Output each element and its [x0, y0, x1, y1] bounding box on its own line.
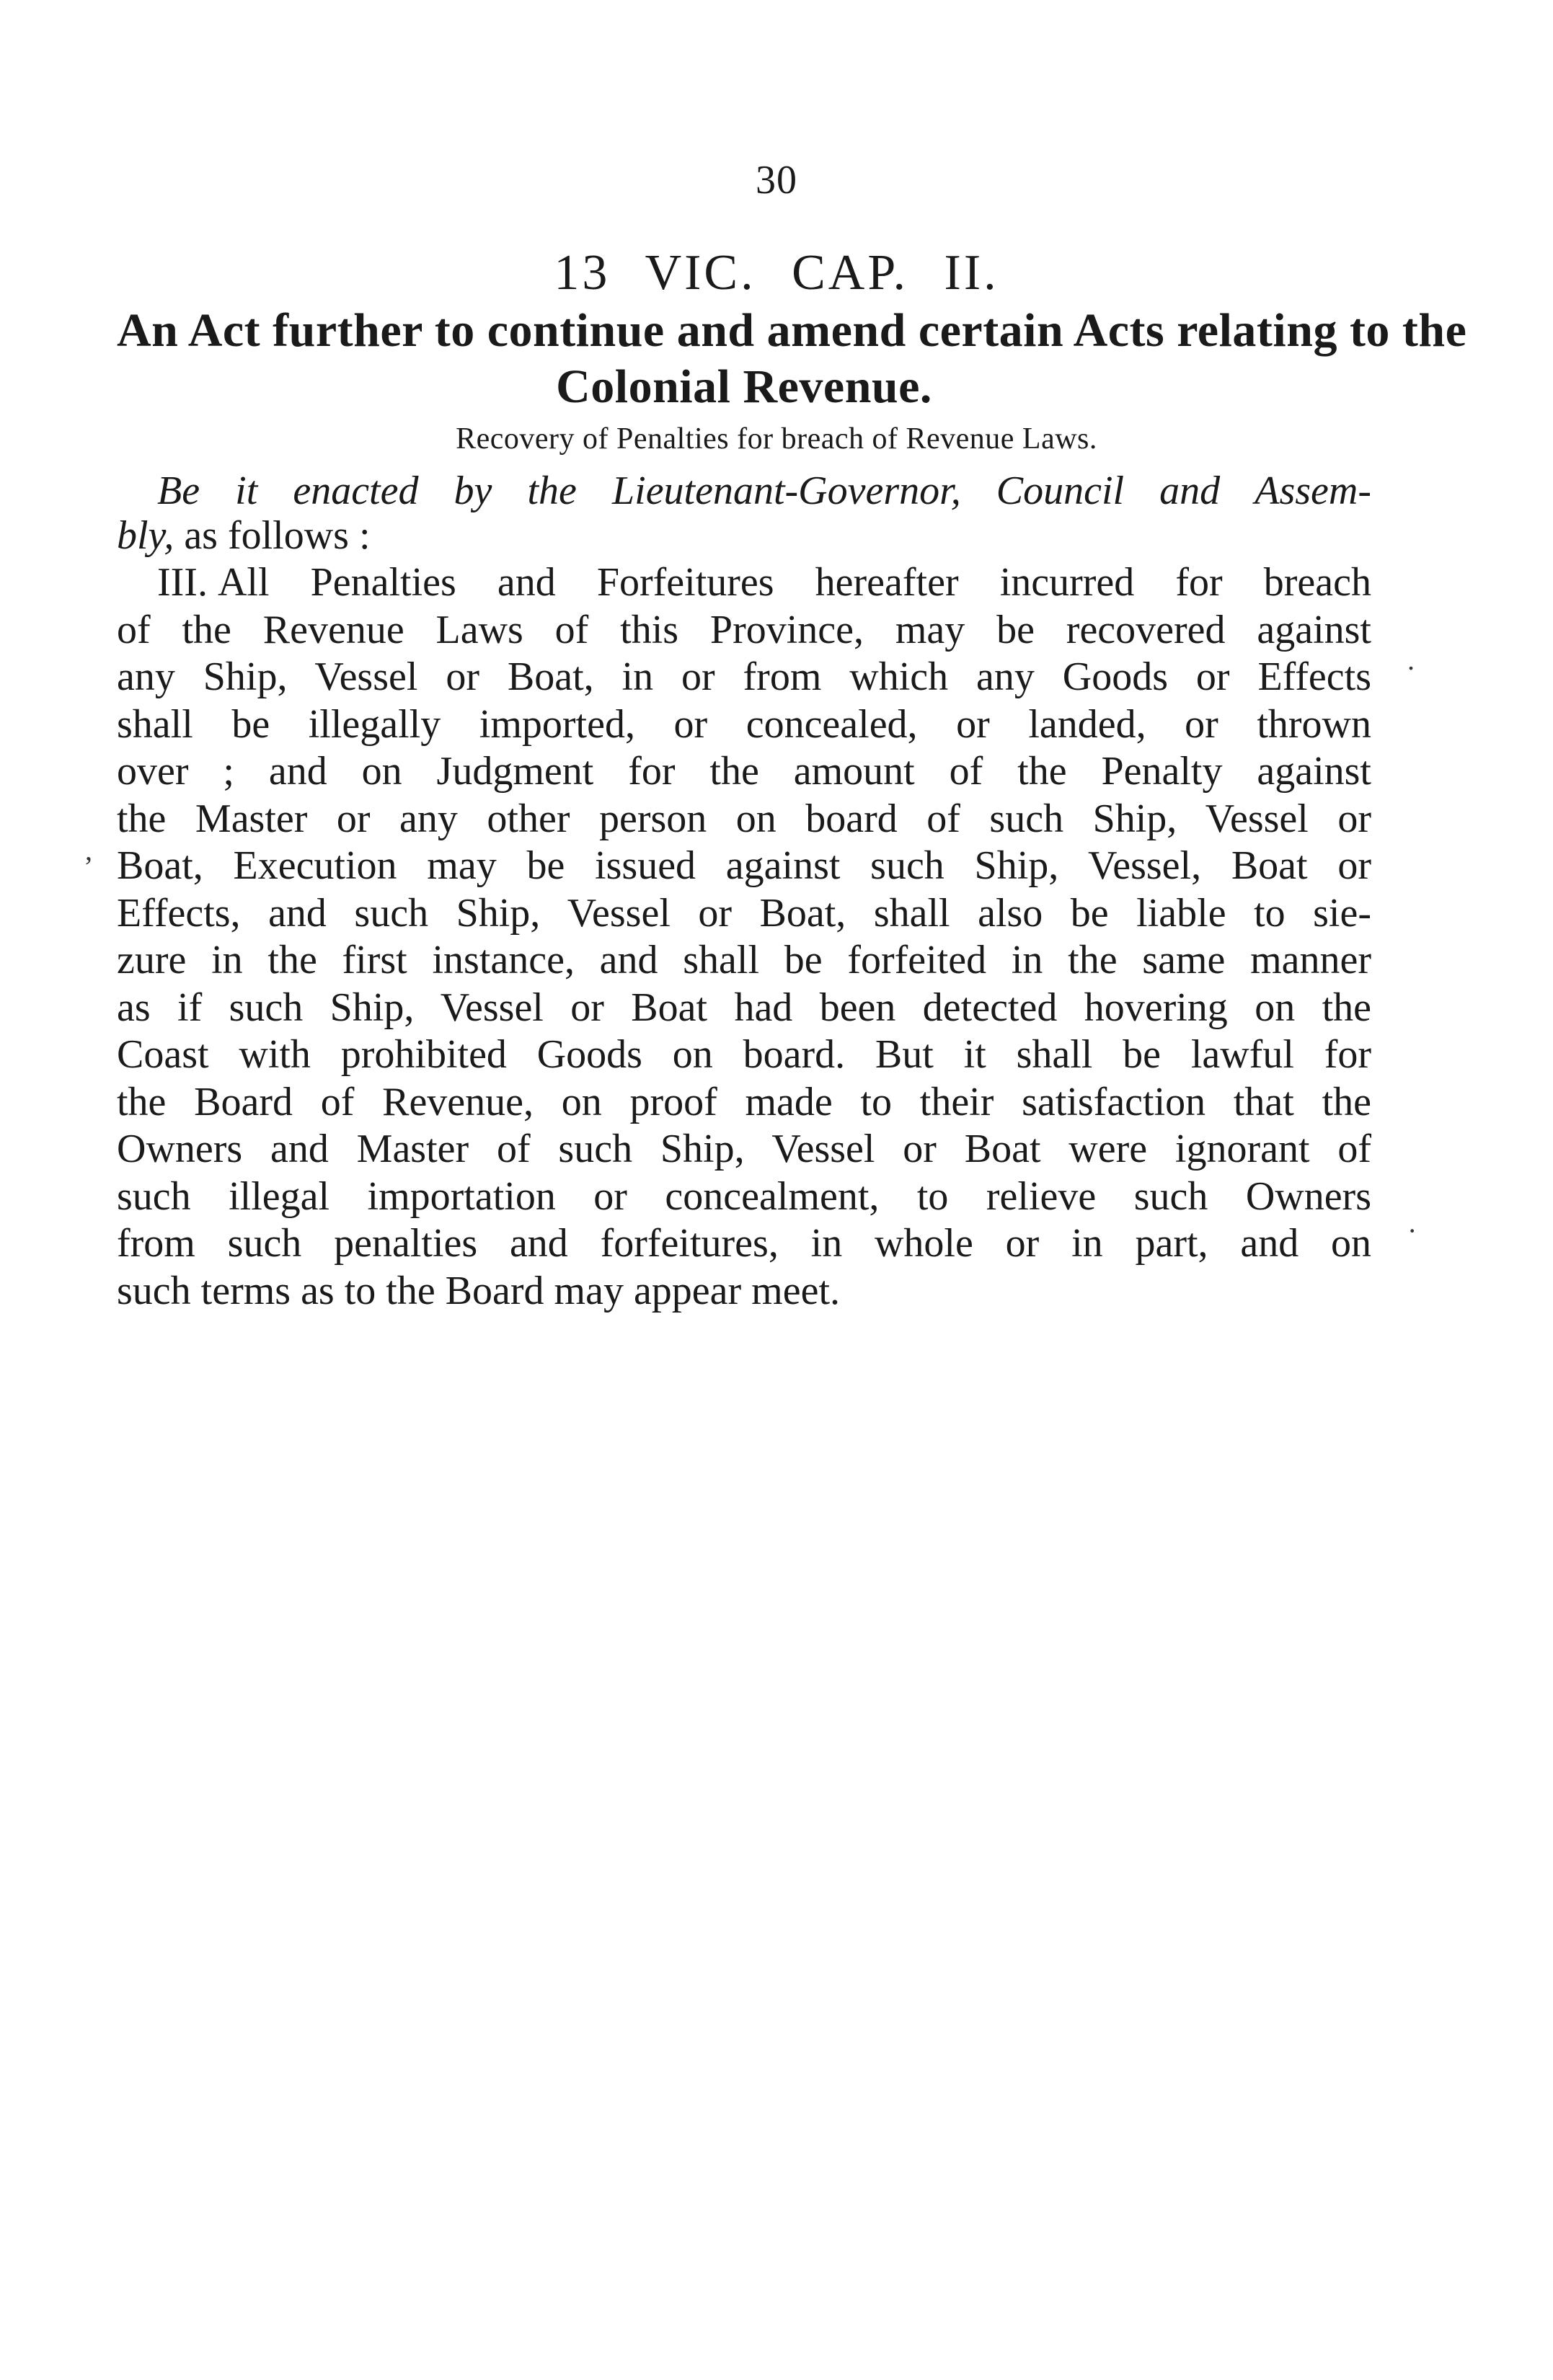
section-line: Boat, Execution may be issued against such Ship, Vessel, Boat or: [117, 843, 1371, 888]
section-line: of the Revenue Laws of this Province, may be recovered against: [117, 607, 1371, 652]
enacting-clause-line-1: [117, 469, 1371, 513]
enacting-clause-line-2: [117, 513, 1371, 558]
enacting-clause-roman: as follows :: [174, 513, 371, 558]
section-line: over ; and on Judgment for the amount of the Penalty against: [117, 749, 1371, 794]
section-line: such illegal importation or concealment, to relieve such Owners: [117, 1173, 1371, 1219]
section-line: any Ship, Vessel or Boat, in or from which any Goods or Effects: [117, 654, 1371, 699]
act-title: [117, 303, 1467, 415]
section-line: as if such Ship, Vessel or Boat had been detected hovering on the: [117, 985, 1371, 1030]
section-number: III.: [157, 560, 208, 605]
marginal-heading: Recovery of Penalties for breach of Revenue Laws.: [456, 422, 1097, 456]
section-line: the Board of Revenue, on proof made to their satisfaction that the: [117, 1079, 1371, 1124]
margin-speck: .: [1407, 644, 1415, 676]
chapter-heading: 13 VIC. CAP. II.: [554, 245, 999, 301]
section-line: zure in the first instance, and shall be forfeited in the same manner: [117, 938, 1371, 982]
section-line: the Master or any other person on board of such Ship, Vessel or: [117, 796, 1371, 841]
act-title-line-1: An Act further to continue and amend certain Acts relating to the: [117, 304, 1467, 357]
margin-speck: ·: [1407, 1215, 1417, 1247]
enacting-clause: [117, 469, 1371, 558]
section-line: such terms as to the Board may appear meet.: [117, 1268, 840, 1313]
section-line-text: All Penalties and Forfeitures hereafter incurred for breach: [217, 560, 1371, 605]
section-line: shall be illegally imported, or concealed, or landed, or thrown: [117, 701, 1371, 747]
section-line: [117, 559, 1371, 607]
section-line: Owners and Master of such Ship, Vessel or Boat were ignorant of: [117, 1127, 1371, 1171]
section-line: from such penalties and forfeitures, in whole or in part, and on: [117, 1221, 1371, 1266]
margin-speck: ,: [85, 834, 92, 866]
section-line: Effects, and such Ship, Vessel or Boat, shall also be liable to sie-: [117, 890, 1371, 936]
enacting-clause-italic-1: Be it enacted by the Lieutenant-Governor, Council and Assem-: [157, 469, 1371, 513]
section-iii: [117, 559, 1371, 1315]
enacting-clause-italic-2: bly,: [117, 513, 174, 558]
section-line: Coast with prohibited Goods on board. But it shall be lawful for: [117, 1032, 1371, 1077]
page-number: 30: [756, 158, 797, 203]
act-title-line-2: Colonial Revenue.: [556, 360, 932, 413]
